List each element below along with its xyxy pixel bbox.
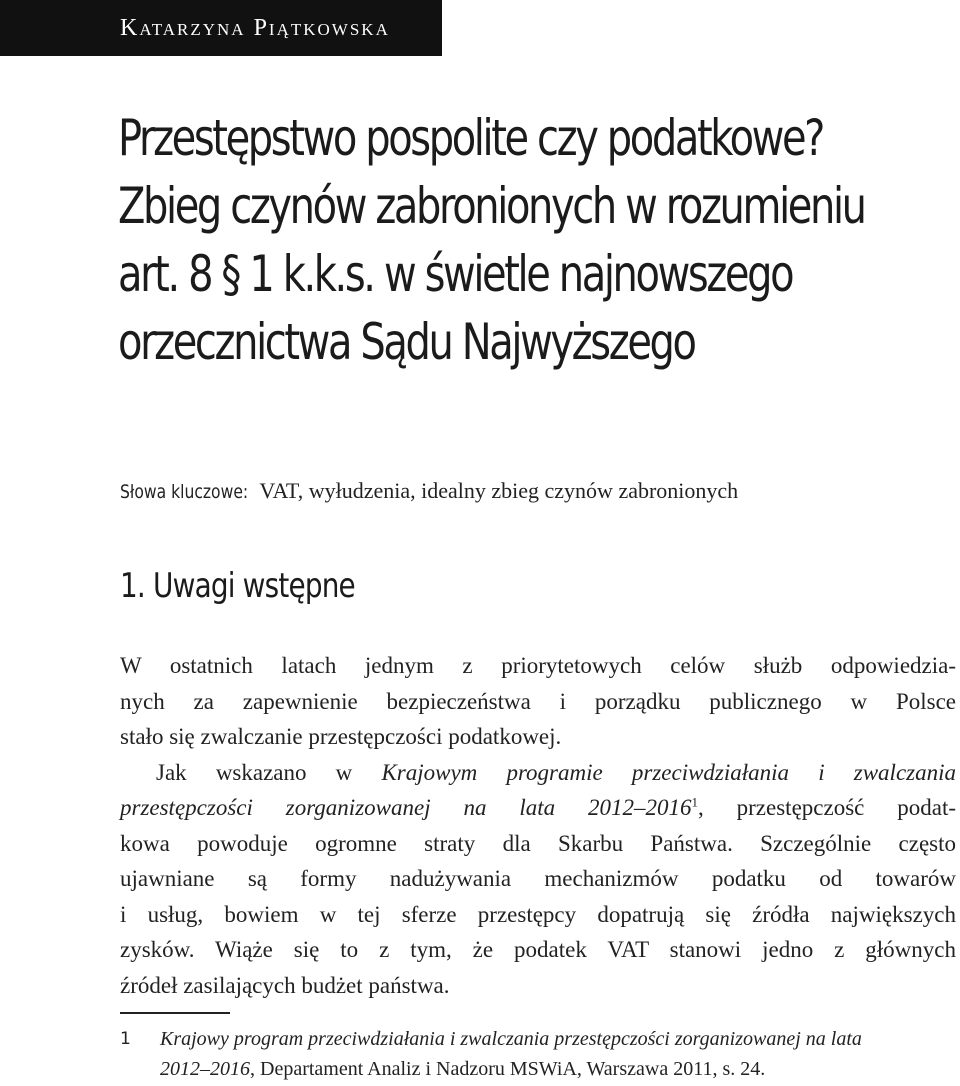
text-line: źródeł zasilających budżet państwa. (120, 972, 450, 998)
program-title: Krajowym programie przeciwdziałania i zwalczania (381, 759, 956, 785)
text-run: , Departament Analiz i Nadzoru MSWiA, Warszawa 2011, s. 24. (250, 1058, 766, 1080)
footnote-line (160, 1054, 956, 1084)
text-line: nych za zapewnienie bezpieczeństwa i porządku publicznego w Polsce (120, 688, 956, 714)
keywords-label: Słowa kluczowe: (120, 481, 249, 503)
program-title: Krajowy program przeciwdziałania i zwalczania przestępczości zorganizowanej na lata (160, 1028, 862, 1050)
section-heading: 1. Uwagi wstępne (120, 566, 355, 606)
footnote-reference[interactable]: 1 (691, 794, 699, 810)
keywords-value: VAT, wyłudzenia, idealny zbieg czynów zabronionych (254, 478, 739, 503)
text-line: kowa powoduje ogromne straty dla Skarbu Państwa. Szczególnie często (120, 830, 956, 856)
text-line: stało się zwalczanie przestępczości podatkowej. (120, 724, 562, 749)
keywords (120, 478, 738, 504)
paragraph (120, 755, 956, 1004)
text-line: W ostatnich latach jednym z priorytetowych celów służb odpowiedzia- (120, 653, 956, 678)
footnote (120, 1024, 956, 1084)
footnote-line (160, 1024, 956, 1054)
body-text (120, 648, 956, 1003)
paragraph (120, 648, 956, 755)
text-run: , przestępczość podat- (698, 795, 956, 820)
author-name: Katarzyna Piątkowska (120, 14, 390, 41)
article-title (118, 104, 894, 376)
author-banner (0, 0, 442, 56)
title-line: Zbieg czynów zabronionych w rozumieniu (118, 177, 865, 235)
text-run: Jak wskazano w (156, 759, 382, 785)
title-line: art. 8 § 1 k.k.s. w świetle najnowszego (118, 245, 793, 303)
text-line (120, 755, 956, 791)
footnote-number: 1 (120, 1029, 131, 1049)
footnote-divider (120, 1012, 230, 1014)
program-title: przestępczości zorganizowanej na lata 2012–2016 (120, 795, 692, 820)
title-line: orzecznictwa Sądu Najwyższego (118, 313, 695, 371)
text-line (120, 790, 956, 826)
text-line: i usług, bowiem w tej sferze przestępcy dopatrują się źródła największych (120, 901, 956, 927)
text-line: ujawniane są formy nadużywania mechanizmów podatku od towarów (120, 866, 956, 891)
footnote-text (160, 1024, 956, 1084)
title-line: Przestępstwo pospolite czy podatkowe? (118, 109, 824, 167)
text-line: zysków. Wiąże się to z tym, że podatek VAT stanowi jedno z głównych (120, 937, 956, 962)
program-title: 2012–2016 (160, 1058, 250, 1080)
